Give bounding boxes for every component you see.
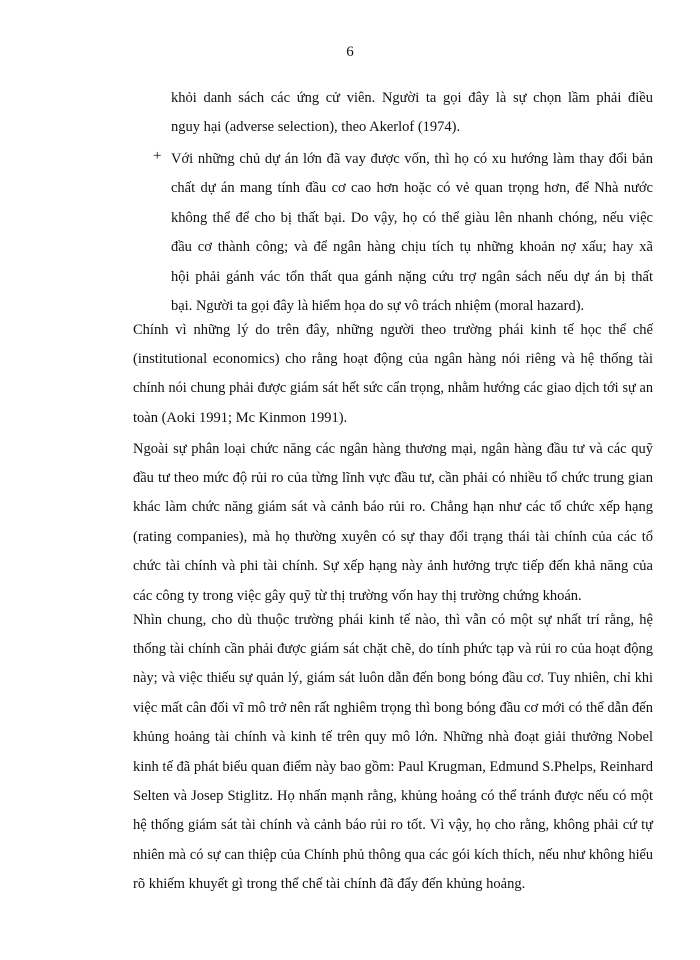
text-line: khác làm chức năng giám sát và cảnh báo rủi ro. Chẳng hạn như các tổ chức xếp hạng xyxy=(133,499,653,516)
bullet-paragraph-moral-hazard xyxy=(171,145,653,321)
text-line: chức tài chính và phi tài chính. Sự xếp hạng này ảnh hưởng trực tiếp đến khả năng của xyxy=(133,558,653,575)
text-line: Nhìn chung, cho dù thuộc trường phái kinh tế nào, thì vẫn có một sự nhất trí rằng, hệ xyxy=(133,612,653,628)
text-line: hội phải gánh vác tổn thất qua gánh nặng cứu trợ ngân sách nếu dự án bị thất xyxy=(171,268,653,285)
text-line: kinh tế đã phát biểu quan điểm này bao gồm: Paul Krugman, Edmund S.Phelps, Reinhard xyxy=(133,758,653,775)
text-line: không thể để cho bị thất bại. Do vậy, họ có thể giàu lên nhanh chóng, nếu việc xyxy=(171,209,653,226)
text-line: (rating companies), mà họ thường xuyên có sự thay đổi trạng thái tài chính của các tổ xyxy=(133,528,653,545)
text-line: khỏi danh sách các ứng cử viên. Người ta gọi đây là sự chọn lầm phải điều xyxy=(171,90,653,106)
text-line: việc mất cân đối vĩ mô trở nên rất nghiêm trọng thì bong bóng đầu cơ mới có thể dẫn đến xyxy=(133,699,653,716)
text-line: rõ khiếm khuyết gì trong thể chế tài chính đã đẩy đến khủng hoảng. xyxy=(133,876,526,893)
text-line: Selten và Josep Stiglitz. Họ nhấn mạnh rằng, khủng hoảng có thể tránh được nếu có một xyxy=(133,787,653,804)
paragraph-rating-companies-body xyxy=(133,464,653,611)
text-line: nguy hại (adverse selection), theo Akerlof (1974). xyxy=(171,119,461,136)
text-line: chất dự án mang tính đầu cơ cao hơn hoặc có vẻ quan trọng hơn, để Nhà nước xyxy=(171,180,653,197)
paragraph-institutional-economics-body xyxy=(133,345,653,433)
text-line: thống tài chính cần phải được giám sát chặt chẽ, do tính phức tạp và rủi ro của hoạt động xyxy=(133,641,653,657)
bullet-plus-marker: + xyxy=(153,148,162,164)
text-line: bại. Người ta gọi đây là hiểm họa do sự vô trách nhiệm (moral hazard). xyxy=(171,297,585,314)
text-line: đầu cơ thành công; và để ngân hàng chịu tích tụ những khoản nợ xấu; hay xã xyxy=(171,239,653,256)
page-number: 6 xyxy=(346,44,354,60)
paragraph-financial-supervision-body xyxy=(133,635,653,900)
text-line: toàn (Aoki 1991; Mc Kinmon 1991). xyxy=(133,409,348,426)
text-line: đầu tư theo mức độ rủi ro của từng lĩnh vực đầu tư, cần phải có nhiều tổ chức trung gian xyxy=(133,470,653,486)
paragraph-institutional-economics xyxy=(133,316,653,345)
text-line: này; và việc thiếu sự quản lý, giám sát luôn dẫn đến bong bóng đầu cơ. Tuy nhiên, chỉ khi xyxy=(133,670,653,687)
text-line: Với những chủ dự án lớn đã vay được vốn, thì họ có xu hướng làm thay đổi bản xyxy=(171,151,653,167)
continued-bullet-paragraph xyxy=(171,84,653,143)
text-line: Ngoài sự phân loại chức năng các ngân hàng thương mại, ngân hàng đầu tư và các quỹ xyxy=(133,441,653,457)
text-line: khủng hoảng tài chính và kinh tế trên quy mô lớn. Những nhà đoạt giải thưởng Nobel xyxy=(133,729,653,746)
paragraph-financial-supervision xyxy=(133,606,653,635)
text-line: chính nói chung phải được giám sát hết sức cẩn trọng, nhằm hướng các giao dịch tới sự an xyxy=(133,380,653,397)
text-line: (institutional economics) cho rằng hoạt động của ngân hàng nói riêng và hệ thống tài xyxy=(133,351,653,367)
paragraph-rating-companies xyxy=(133,435,653,464)
text-line: Chính vì những lý do trên đây, những người theo trường phái kinh tế học thể chế xyxy=(133,322,653,338)
text-line: hệ thống giám sát tài chính và cảnh báo rủi ro tốt. Vì vậy, họ cho rằng, không phải cứ tự xyxy=(133,817,653,834)
text-line: nhiên mà có sự can thiệp của Chính phủ thông qua các gói kích thích, nếu như không hiểu xyxy=(133,846,653,863)
text-line: các công ty trong việc gây quỹ từ thị trường vốn hay thị trường chứng khoán. xyxy=(133,587,582,604)
